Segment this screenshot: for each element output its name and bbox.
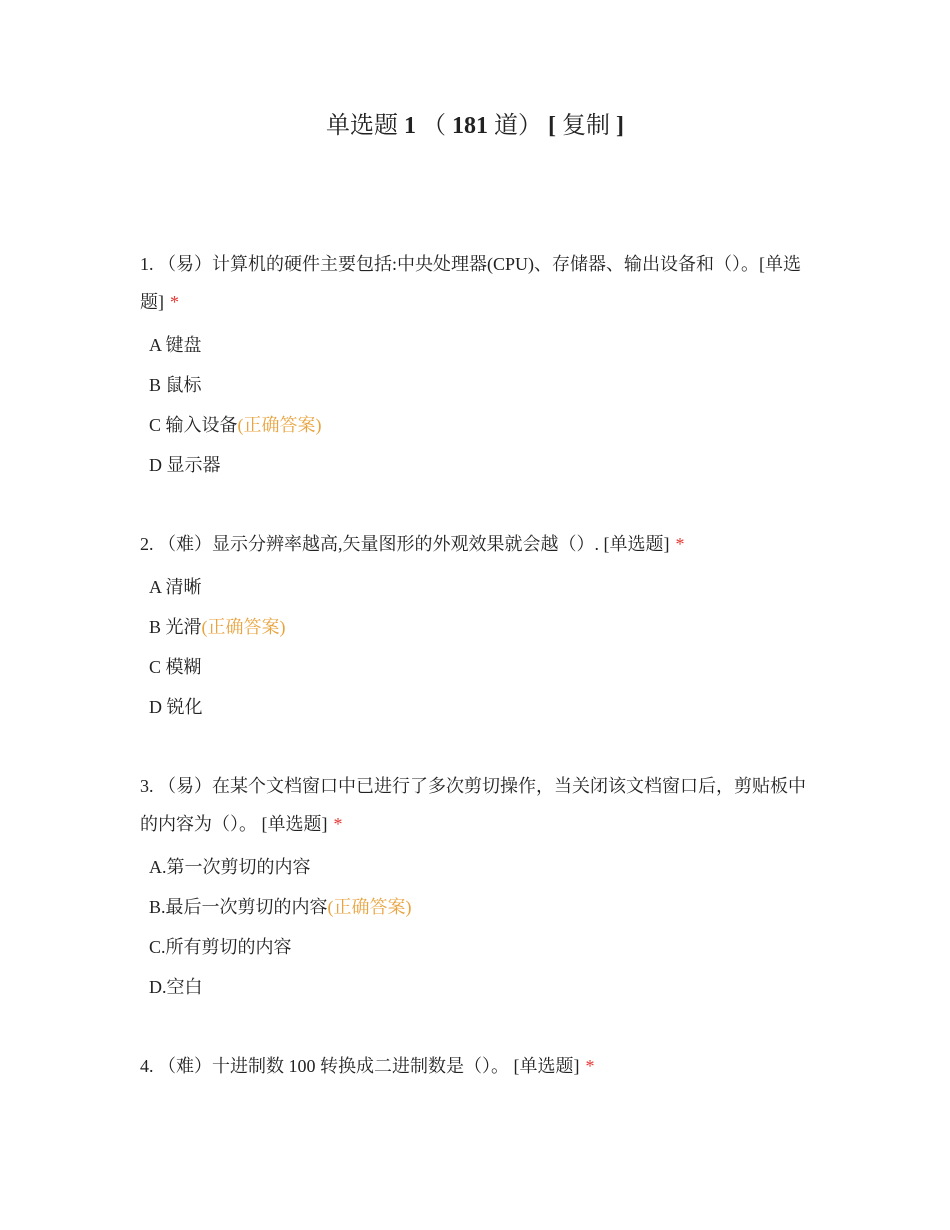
required-mark: * <box>585 1056 595 1076</box>
option-list <box>149 325 820 485</box>
title-unit: 道） <box>494 113 542 139</box>
correct-answer-tag: (正确答案) <box>237 415 322 435</box>
title-open-paren: （ <box>422 113 446 139</box>
correct-answer-tag: (正确答案) <box>327 897 412 917</box>
option-d[interactable]: D.空白 <box>149 977 203 997</box>
option-a[interactable]: A 清晰 <box>149 577 202 597</box>
option-a[interactable]: A.第一次剪切的内容 <box>149 857 311 877</box>
option-b[interactable]: B 光滑(正确答案) <box>149 617 286 637</box>
page-title <box>0 108 950 144</box>
copy-link[interactable]: 复制 <box>562 113 610 139</box>
option-c[interactable]: C 输入设备(正确答案) <box>149 415 322 435</box>
question-text: 1. （易）计算机的硬件主要包括:中央处理器(CPU)、存储器、输出设备和（）。[单选题] * <box>140 254 801 312</box>
question-3 <box>140 767 820 1007</box>
question-text: 3. （易）在某个文档窗口中已进行了多次剪切操作，当关闭该文档窗口后，剪贴板中的内容为（）。 [单选题] * <box>140 776 806 834</box>
option-b[interactable]: B.最后一次剪切的内容(正确答案) <box>149 897 412 917</box>
option-d[interactable]: D 锐化 <box>149 697 203 717</box>
question-2 <box>140 525 820 727</box>
required-mark: * <box>333 814 343 834</box>
question-4 <box>140 1047 820 1085</box>
question-text: 4. （难）十进制数 100 转换成二进制数是（）。 [单选题] * <box>140 1056 595 1076</box>
required-mark: * <box>675 534 685 554</box>
title-count: 181 <box>452 113 488 139</box>
option-c[interactable]: C 模糊 <box>149 657 202 677</box>
copy-bracket-close: ] <box>616 113 624 139</box>
option-b[interactable]: B 鼠标 <box>149 375 202 395</box>
required-mark: * <box>170 292 179 312</box>
option-a[interactable]: A 键盘 <box>149 335 202 355</box>
title-prefix: 单选题 <box>326 113 398 139</box>
question-1 <box>140 245 820 485</box>
copy-bracket-open: [ <box>548 113 556 139</box>
title-number: 1 <box>404 113 416 139</box>
option-c[interactable]: C.所有剪切的内容 <box>149 937 292 957</box>
question-text: 2. （难）显示分辨率越高,矢量图形的外观效果就会越（）. [单选题] * <box>140 534 685 554</box>
option-list <box>149 567 820 727</box>
option-d[interactable]: D 显示器 <box>149 455 221 475</box>
option-list <box>149 847 820 1007</box>
correct-answer-tag: (正确答案) <box>201 617 286 637</box>
